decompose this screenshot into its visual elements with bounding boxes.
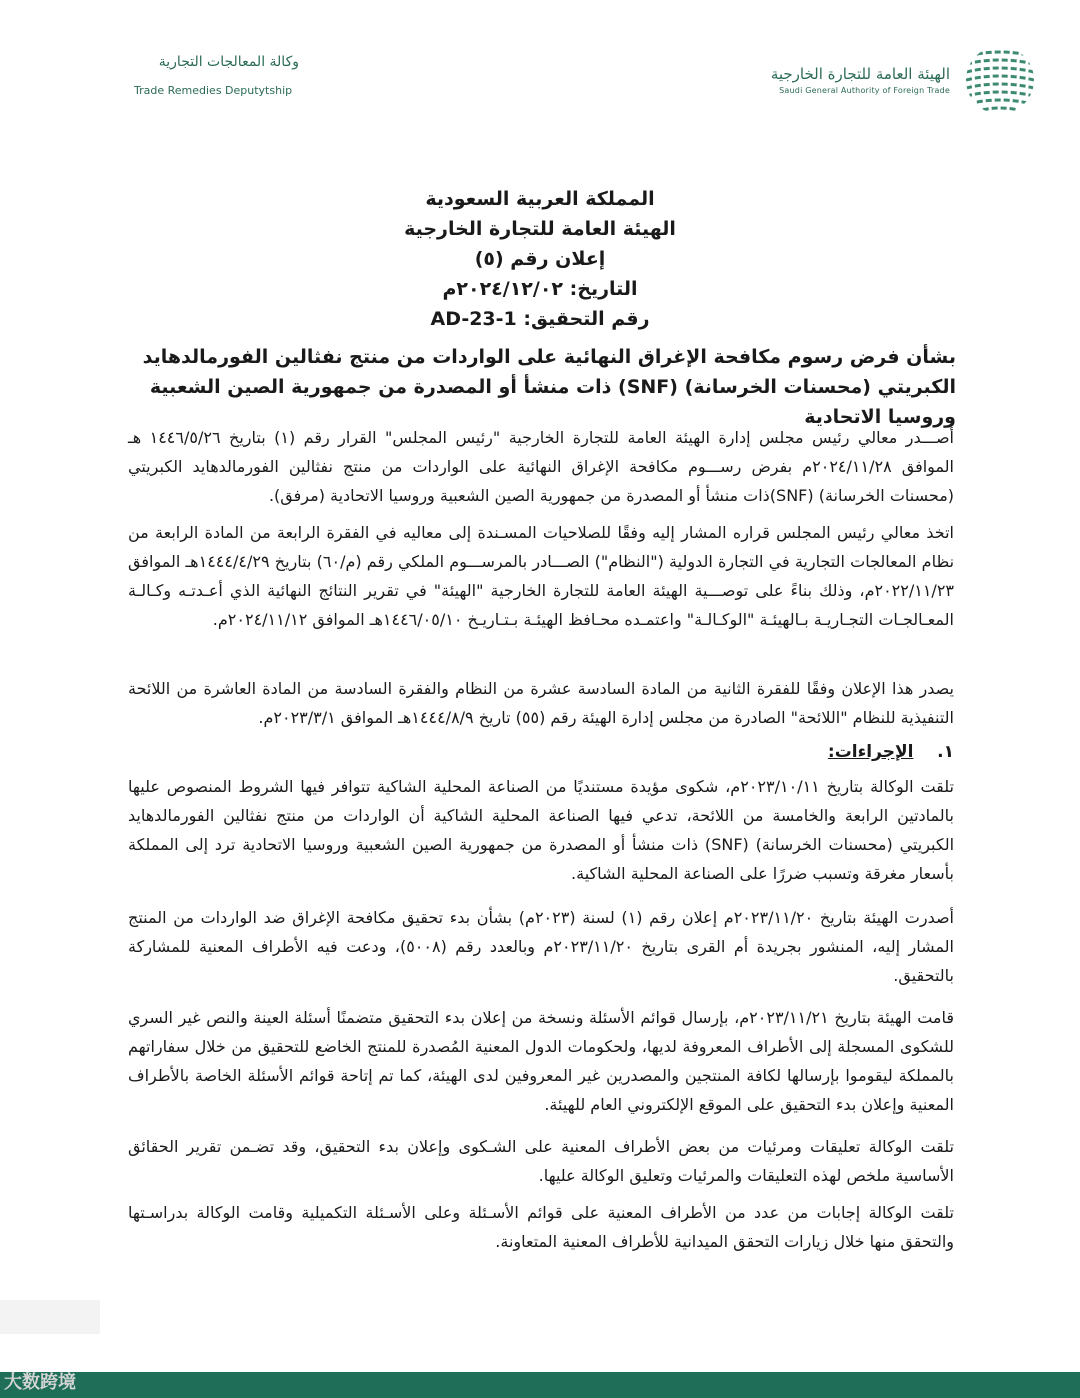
deputyship-logo bbox=[134, 54, 299, 97]
procedure-2: أصدرت الهيئة بتاريخ ٢٠٢٣/١١/٢٠م إعلان رقم (١) لسنة (٢٠٢٣م) بشأن بدء تحقيق مكافحة الإغراق ضد الواردات من المنتج المشار إليه، المنشور بجريدة أم القرى بتاريخ ٢٠٢٣/١١/٢٠م وبالعدد رقم (٥٠٠٨)، ودعت فيه الأطراف المعنية للمشاركة بالتحقيق. bbox=[128, 908, 955, 985]
section-number: ١. bbox=[937, 742, 954, 762]
investigation-number: رقم التحقيق: AD-23-1 bbox=[430, 308, 650, 330]
paragraph-3: يصدر هذا الإعلان وفقًا للفقرة الثانية من المادة السادسة عشرة من النظام والفقرة السادسة من المادة العاشرة من اللائحة التنفيذية للنظام "اللائحة" الصادرة من مجلس إدارة الهيئة رقم (٥٥) تاريخ ١٤٤٤/٨/٩هـ الموافق ٢٠٢٣/٣/١م. bbox=[128, 679, 954, 727]
footer-bar bbox=[0, 1372, 1080, 1398]
document-subject: بشأن فرض رسوم مكافحة الإغراق النهائية على الواردات من منتج نفثالين الفورمالدهايد الكبريتي (محسنات الخرسانة) (SNF) ذات منشأ أو المصدرة من جمهورية الصين الشعبية وروسيا الاتحادية bbox=[142, 346, 956, 428]
procedure-1: تلقت الوكالة بتاريخ ٢٠٢٣/١٠/١١م، شكوى مؤيدة مستنديًا من الصناعة المحلية الشاكية تتوافر فيها الشروط المنصوص عليها بالمادتين الرابعة والخامسة من اللائحة، تدعي فيها الصناعة المحلية الشاكية أن الواردات من منتج نفثالين الفورمالدهايد الكبريتي (محسنات الخرسانة) (SNF) ذات منشأ أو المصدرة من جمهورية الصين الشعبية وروسيا الاتحادية ترد إلى المملكة بأسعار مغرقة وتسبب ضررًا على الصناعة المحلية الشاكية. bbox=[128, 777, 955, 883]
procedure-4: تلقت الوكالة تعليقات ومرئيات من بعض الأطراف المعنية على الشـكوى وإعلان بدء التحقيق، وقد تضـمن تقرير الحقائق الأساسية ملخص لهذه التعليقات والمرئيات وتعليق الوكالة عليها. bbox=[128, 1137, 954, 1185]
kingdom-title: المملكة العربية السعودية bbox=[425, 188, 655, 210]
document-heading bbox=[0, 184, 1080, 334]
procedure-3: قامت الهيئة بتاريخ ٢٠٢٣/١١/٢١م، بإرسال قوائم الأسئلة ونسخة من إعلان بدء التحقيق متضمنًا أسئلة العينة والنص غير السري للشكوى المسجلة إلى الأطراف المعروفة لديها، ولحكومات الدول المعنية المُصدرة للمنتج الخاضع للتحقيق من خلال سفاراتهم بالمملكة ليقوموا بإرسالها لكافة المنتجين والمصدرين غير المعروفين لدى الهيئة، كما تم إتاحة قوائم الأسئلة الخاصة بالأطراف المعنية وإعلان بدء التحقيق على الموقع الإلكتروني العام للهيئة. bbox=[128, 1008, 955, 1114]
authority-name-en: Saudi General Authority of Foreign Trade bbox=[779, 86, 950, 95]
section-title-procedures bbox=[828, 742, 954, 762]
authority-title: الهيئة العامة للتجارة الخارجية bbox=[404, 218, 676, 240]
watermark-text: 大数跨境 bbox=[4, 1372, 76, 1393]
paragraph-2: اتخذ معالي رئيس المجلس قراره المشار إليه وفقًا للصلاحيات المسـندة إلى معاليه في الفقرة الرابعة من المادة الرابعة من نظام المعالجات التجارية في التجارة الدولية ("النظام") الصـــادر بالمرســـوم الملكي رقم (م/٦٠) بتاريخ ١٤٤٤/٤/٢٩هـ الموافق ٢٠٢٢/١١/٢٣م، وذلك بناءً على توصـــية الهيئة العامة للتجارة الخارجية "الهيئة" في تقرير النتائج النهائية الذي أعـدتـه وكـالـة المعـالجـات التجـاريـة بـالهيئـة "الوكـالـة" واعتمـده محـافظ الهيئـة بـتـاريـخ ١٤٤٦/٠٥/١٠هـ الموافق ٢٠٢٤/١١/١٢م. bbox=[128, 523, 955, 629]
section-label: الإجراءات: bbox=[827, 742, 914, 762]
gaft-emblem-icon bbox=[964, 44, 1036, 116]
gaft-logo bbox=[771, 44, 1036, 116]
authority-name-ar: الهيئة العامة للتجارة الخارجية bbox=[770, 65, 950, 83]
announcement-number: إعلان رقم (٥) bbox=[474, 248, 606, 270]
deputyship-name-en: Trade Remedies Deputytship bbox=[134, 84, 293, 97]
paper-fleck bbox=[0, 1300, 100, 1334]
procedure-5: تلقت الوكالة إجابات من عدد من الأطراف المعنية على قوائم الأسـئلة وعلى الأسـئلة التكميلية وقامت الوكالة بدراسـتها والتحقق منها خلال زيارات التحقق الميدانية للأطراف المعنية المتعاونة. bbox=[128, 1203, 954, 1251]
deputyship-name-ar: وكالة المعالجات التجارية bbox=[158, 54, 299, 70]
paragraph-1: أصـــدر معالي رئيس مجلس إدارة الهيئة العامة للتجارة الخارجية "رئيس المجلس" القرار رقم (١) بتاريخ ١٤٤٦/٥/٢٦ هـ الموافق ٢٠٢٤/١١/٢٨م بفرض رســـوم مكافحة الإغراق النهائية على الواردات من منتج نفثالين الفورمالدهايد الكبريتي (محسنات الخرسانة) (SNF)ذات منشأ أو المصدرة من جمهورية الصين الشعبية وروسيا الاتحادية (مرفق). bbox=[128, 428, 955, 505]
announcement-date: التاريخ: ٢٠٢٤/١٢/٠٢م bbox=[442, 278, 638, 300]
